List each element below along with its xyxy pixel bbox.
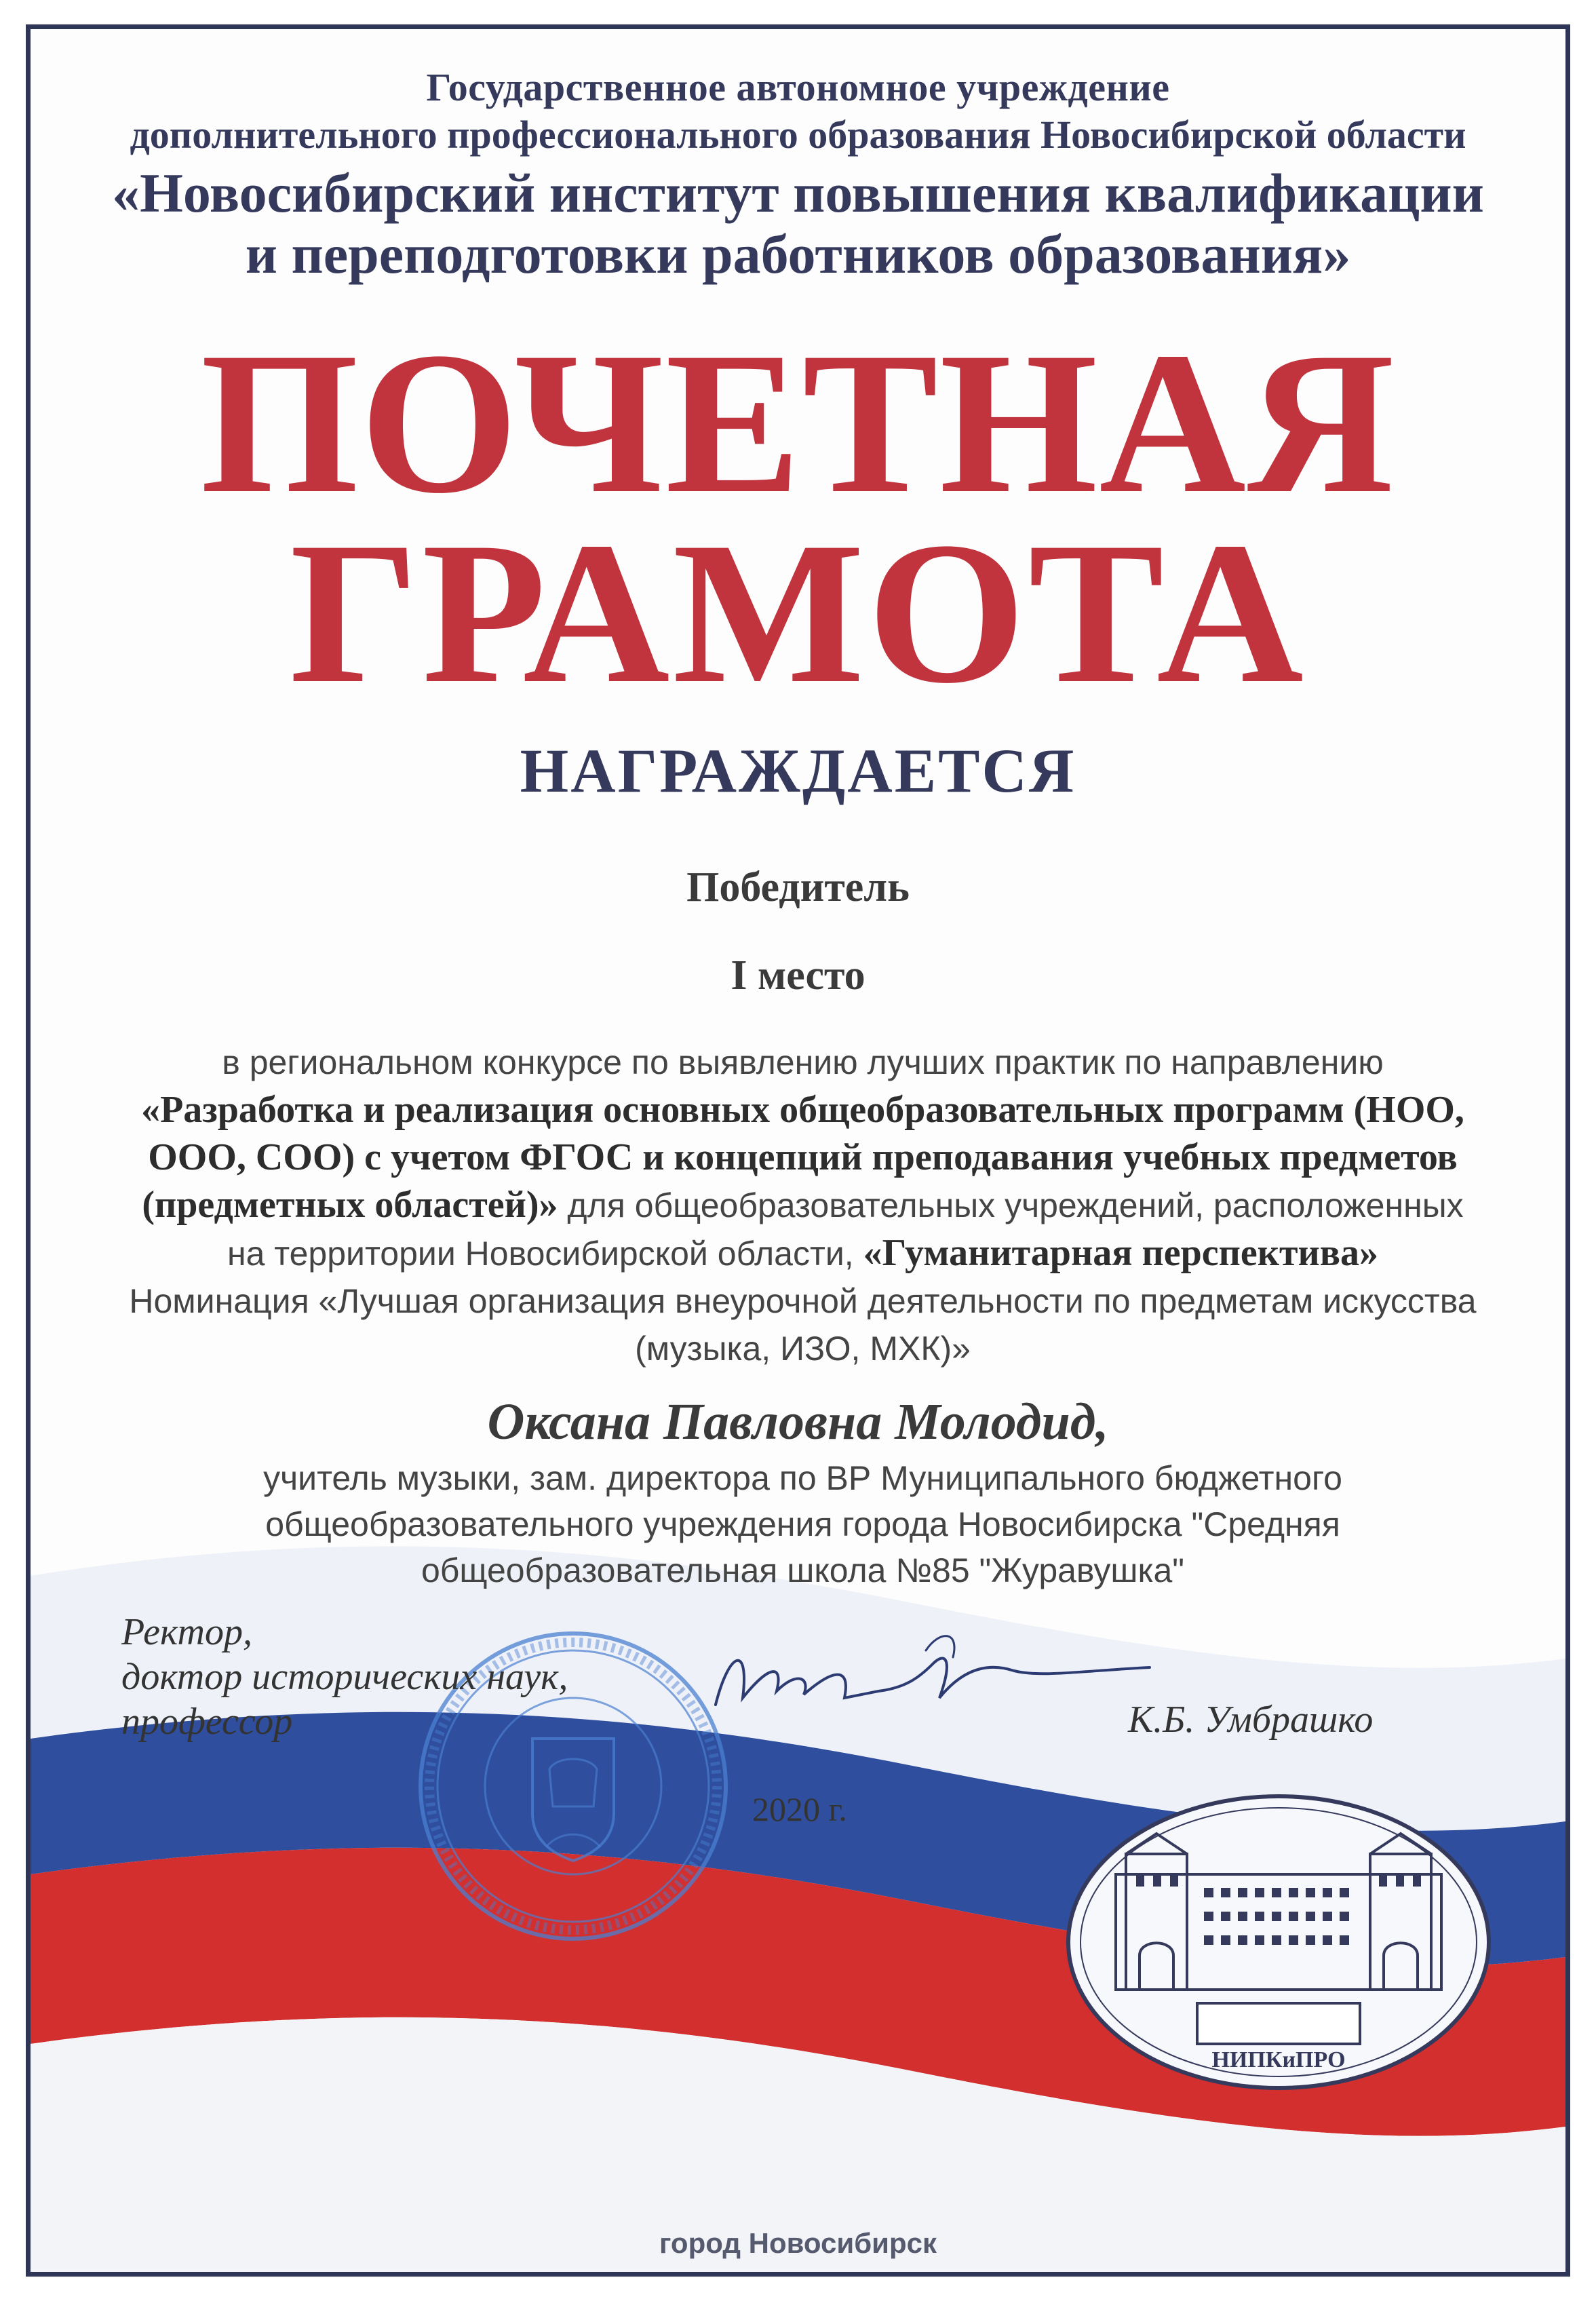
- recipient-position: [132, 1455, 1473, 1593]
- contest-line-1: в региональном конкурсе по выявлению лучших практик по направлению: [222, 1043, 1384, 1081]
- emblem-label: НИПКиПРО: [1211, 2047, 1346, 2072]
- contest-line-4: [98, 1181, 1507, 1229]
- contest-line-5-bold: «Гуманитарная перспектива»: [863, 1232, 1379, 1274]
- certificate-frame: [26, 24, 1570, 2277]
- position-line-3: общеобразовательная школа №85 "Журавушка": [421, 1551, 1185, 1589]
- contest-line-3: ООО, СОО) с учетом ФГОС и концепций преподавания учебных предметов: [148, 1136, 1458, 1178]
- contest-line-5: [98, 1229, 1507, 1277]
- awarded-heading: НАГРАЖДАЕТСЯ: [520, 736, 1076, 805]
- contest-description: [98, 1039, 1507, 1372]
- institution-line-1: Государственное автономное учреждение: [426, 65, 1170, 109]
- recipient-name: Оксана Павловна Молодид,: [487, 1393, 1109, 1450]
- contest-line-4-rest: для общеобразовательных учреждений, расположенных: [558, 1186, 1464, 1224]
- rector-title-line-3: профессор: [121, 1701, 293, 1743]
- nomination-line-2: (музыка, ИЗО, МХК)»: [635, 1330, 971, 1368]
- nomination-line-1: Номинация «Лучшая организация внеурочной деятельности по предметам искусства: [129, 1282, 1477, 1320]
- contest-line-2: «Разработка и реализация основных общеобразовательных программ (НОО,: [141, 1089, 1464, 1131]
- rector-title-line-2: доктор исторических наук,: [121, 1656, 568, 1698]
- position-line-2: общеобразовательного учреждения города Новосибирска "Средняя: [265, 1505, 1340, 1543]
- winner-status: Победитель: [686, 864, 910, 910]
- certificate-title-line-2: ГРАМОТА: [290, 500, 1306, 725]
- place-label: I место: [731, 952, 865, 999]
- institution-line-3: «Новосибирский институт повышения квалификации: [112, 162, 1484, 224]
- position-line-1: учитель музыки, зам. директора по ВР Муниципального бюджетного: [263, 1459, 1342, 1497]
- signatory-name: К.Б. Умбрашко: [1128, 1699, 1374, 1741]
- contest-line-4-bold: (предметных областей)»: [142, 1184, 558, 1226]
- rector-signature: [702, 1623, 1163, 1732]
- rector-title: [121, 1610, 568, 1744]
- city-label: город Новосибирск: [659, 2227, 937, 2259]
- institution-line-4: и переподготовки работников образования»: [245, 223, 1351, 285]
- institution-line-2: дополнительного профессионального образования Новосибирской области: [130, 113, 1466, 157]
- rector-title-line-1: Ректор,: [121, 1611, 252, 1653]
- certificate-title-line-1: ПОЧЕТНАЯ: [200, 310, 1396, 535]
- contest-line-5-plain: на территории Новосибирской области,: [227, 1235, 863, 1273]
- certificate-year: 2020 г.: [752, 1790, 847, 1828]
